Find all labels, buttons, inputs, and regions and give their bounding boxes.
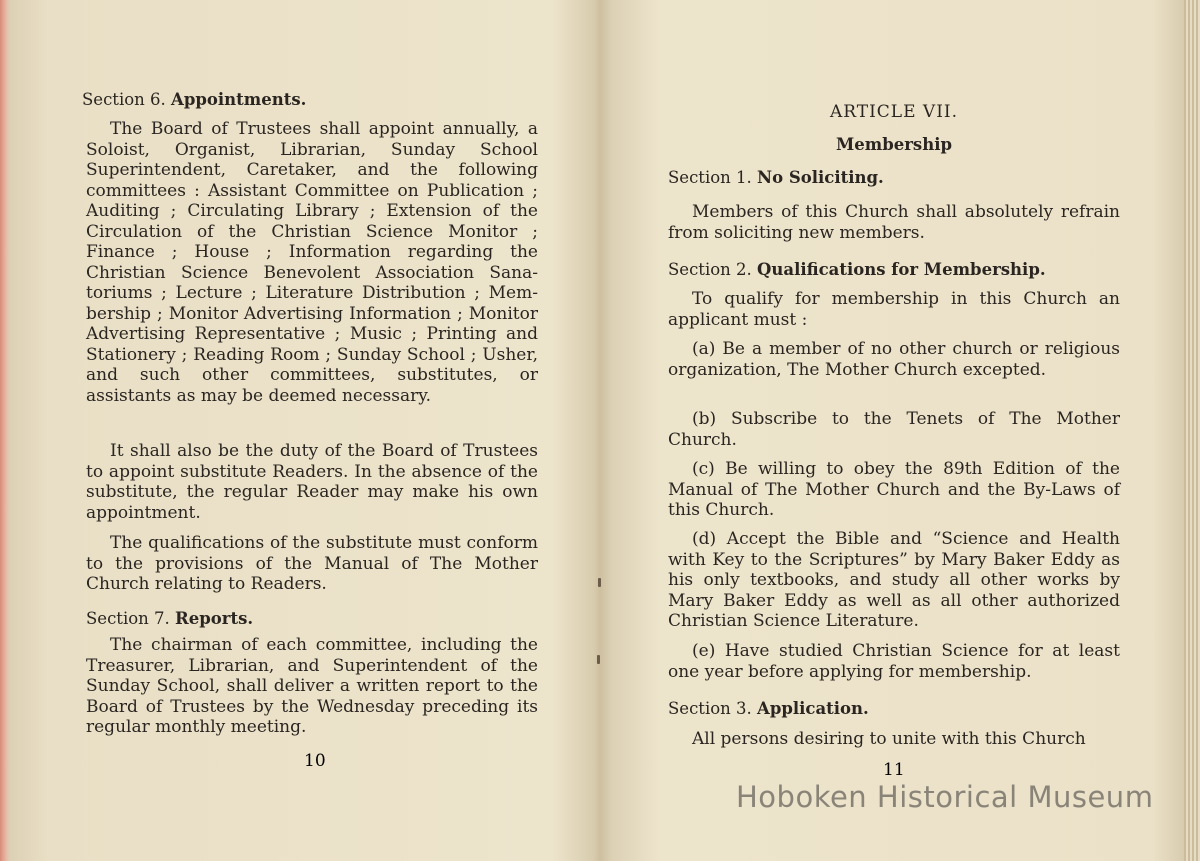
article-title: Membership [835,135,953,154]
page-edges [1184,0,1200,861]
qualification-item-c: (c) Be willing to obey the 89th Edition of the Manual of The Mother Church and the By-Laws of this Church. [668,459,1120,520]
section-title: Qualifications for Membership. [757,260,1046,279]
section-title: Application. [757,699,869,718]
page-number-right: 11 [883,760,905,780]
page-number-left: 10 [304,751,326,771]
section-title: Appointments. [171,90,307,109]
section-3-heading [668,698,1120,720]
cover-edge [0,0,10,861]
section-6-heading [82,89,538,111]
museum-watermark: Hoboken Historical Museum [736,780,1154,814]
binding-mark [598,578,601,587]
article-heading: ARTICLE VII. [829,102,959,122]
application-paragraph: All persons desiring to unite with this Church [692,729,1086,749]
qualifications-paragraph: The qualifications of the substitute must conform to the provisions of the Manual of The Mother Church relating to Readers. [86,533,538,594]
reports-paragraph: The chairman of each committee, including the Treasurer, Librarian, and Superintendent of the Sunday School, shall deliver a written report to the Board of Trustees by the Wednesday preceding its regular monthly meeting. [86,635,538,737]
no-soliciting-paragraph: Members of this Church shall absolutely refrain from soliciting new members. [668,202,1120,243]
qualify-paragraph: To qualify for membership in this Church an applicant must : [668,289,1120,330]
section-title: Reports. [175,609,254,628]
section-7-heading [86,608,538,630]
section-label: Section 7. [86,609,170,628]
qualification-item-b: (b) Subscribe to the Tenets of The Mother Church. [668,409,1120,450]
section-label: Section 6. [82,90,166,109]
appointments-paragraph: The Board of Trustees shall appoint annually, a Soloist, Organist, Librarian, Sunday School Superintendent, Caretaker, and the following committees : Assistant Committee on Publication ; Auditing ; Circulating Library ; Extension of the Circulation of the Christian Science Monitor ; Finance ; House ; Information regarding the Christian Science Benevolent Association Sanatoriums ; Lecture ; Literature Distribution ; Membership ; Monitor Advertising Information ; Monitor Advertising Representative ; Music ; Printing and Stationery ; Reading Room ; Sunday School ; Usher, and such other committees, substitutes, or assistants as may be deemed necessary. [86,119,538,406]
section-label: Section 1. [668,168,752,187]
section-label: Section 3. [668,699,752,718]
section-2-heading [668,259,1120,281]
qualification-item-d: (d) Accept the Bible and “Science and Health with Key to the Scriptures” by Mary Baker Eddy as his only textbooks, and study all other works by Mary Baker Eddy as well as all other authorized Christian Science Literature. [668,529,1120,631]
section-label: Section 2. [668,260,752,279]
substitute-readers-paragraph: It shall also be the duty of the Board of Trustees to appoint substitute Readers. In the absence of the substitute, the regular Reader may make his own appointment. [86,441,538,523]
section-title: No Soliciting. [757,168,884,187]
qualification-item-e: (e) Have studied Christian Science for at least one year before applying for membership. [668,641,1120,682]
binding-mark [597,655,600,664]
qualification-item-a: (a) Be a member of no other church or religious organization, The Mother Church excepted. [668,339,1120,380]
section-1-heading [668,167,1120,189]
